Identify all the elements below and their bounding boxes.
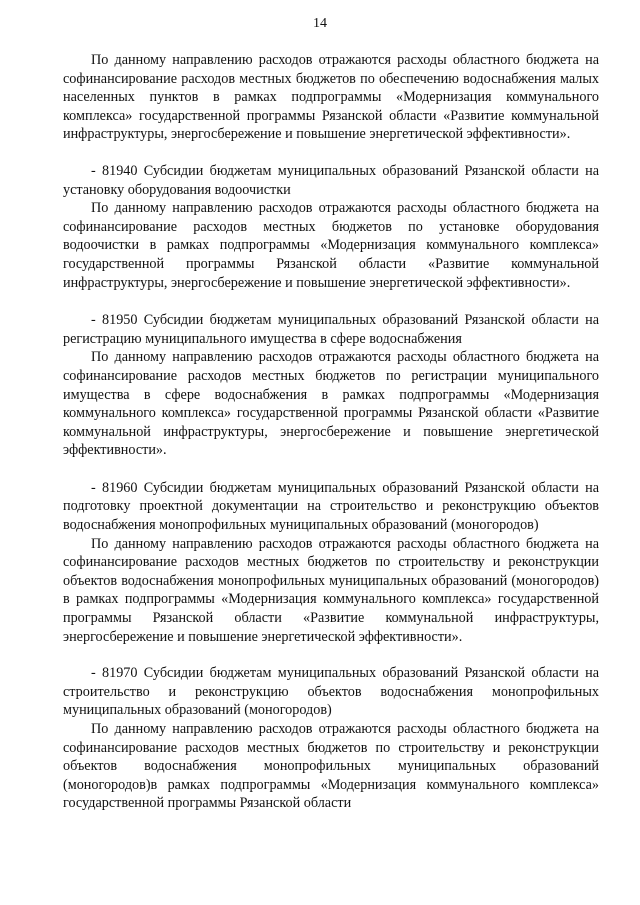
heading-81940: - 81940 Субсидии бюджетам муниципальных образований Рязанской области на установку оборудования водоочистки: [63, 162, 599, 198]
heading-81960: - 81960 Субсидии бюджетам муниципальных образований Рязанской области на подготовку проектной документации на строительство и реконструкцию объектов водоснабжения монопрофильных муниципальных образований (моногородов): [63, 479, 599, 534]
document-body: [63, 51, 599, 813]
page-number: 14: [313, 16, 327, 31]
heading-81950: - 81950 Субсидии бюджетам муниципальных образований Рязанской области на регистрацию муниципального имущества в сфере водоснабжения: [63, 312, 599, 347]
paragraph-81940-description: По данному направлению расходов отражаются расходы областного бюджета на софинансирование расходов местных бюджетов по установке оборудования водоочистки в рамках подпрограммы «Модернизация коммунального комплекса» государственной программы Рязанской области «Развитие коммунальной инфраструктуры, энергосбережение и повышение энергетической эффективности».: [63, 200, 599, 291]
paragraph-81970-description: По данному направлению расходов отражаются расходы областного бюджета на софинансирование расходов местных бюджетов по строительству и реконструкции объектов водоснабжения монопрофильных муниципальных образований (моногородов)в рамках подпрограммы «Модернизация коммунального комплекса» государственной программы Рязанской области: [63, 721, 599, 812]
paragraph-81950-description: По данному направлению расходов отражаются расходы областного бюджета на софинансирование расходов местных бюджетов по регистрации муниципального имущества в сфере водоснабжения в рамках подпрограммы «Модернизация коммунального комплекса» государственной программы Рязанской области «Развитие коммунальной инфраструктуры, энергосбережение и повышение энергетической эффективности».: [63, 349, 599, 459]
paragraph-81960-description: По данному направлению расходов отражаются расходы областного бюджета на софинансирование расходов местных бюджетов по строительству и реконструкции объектов водоснабжения монопрофильных муниципальных образований (моногородов) в рамках подпрограммы «Модернизация коммунального комплекса» государственной программы Рязанской области «Развитие коммунальной инфраструктуры, энергосбережение и повышение энергетической эффективности».: [63, 535, 599, 645]
paragraph-81930-description: По данному направлению расходов отражаются расходы областного бюджета на софинансирование расходов местных бюджетов по обеспечению водоснабжения малых населенных пунктов в рамках подпрограммы «Модернизация коммунального комплекса» государственной программы Рязанской области «Развитие коммунальной инфраструктуры, энергосбережение и повышение энергетической эффективности».: [63, 52, 599, 143]
heading-81970: - 81970 Субсидии бюджетам муниципальных образований Рязанской области на строительство и реконструкцию объектов водоснабжения монопрофильных муниципальных образований (моногородов): [63, 665, 599, 719]
